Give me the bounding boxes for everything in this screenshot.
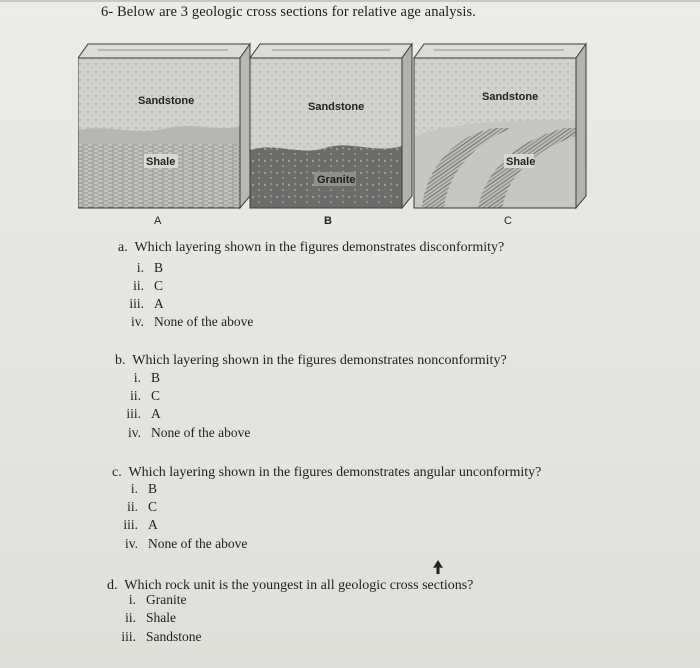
figure-c-shale-label: Shale xyxy=(506,156,536,168)
question-a-text: Which layering shown in the figures demonstrates disconformity? xyxy=(134,240,505,255)
option-text: C xyxy=(151,388,161,403)
figure-b-granite-label: Granite xyxy=(317,174,356,186)
question-b-option-4[interactable] xyxy=(105,425,250,441)
question-a-option-4[interactable] xyxy=(108,314,253,330)
option-number: iii. xyxy=(123,517,138,532)
option-text: B xyxy=(148,481,158,496)
question-d-option-1[interactable] xyxy=(100,592,186,608)
question-d-text: Which rock unit is the youngest in all geologic cross sections? xyxy=(124,578,474,593)
question-c-option-4[interactable] xyxy=(102,536,247,552)
figure-c-sandstone-label: Sandstone xyxy=(482,91,539,103)
page-top-edge xyxy=(0,0,700,2)
option-number: i. xyxy=(128,592,136,607)
option-text: Shale xyxy=(146,610,176,625)
option-text: None of the above xyxy=(151,425,251,440)
option-text: B xyxy=(154,260,164,275)
option-number: iii. xyxy=(121,629,136,644)
cross-sections-figure xyxy=(78,38,590,230)
figure-a-sandstone-label: Sandstone xyxy=(138,95,195,107)
option-number: iii. xyxy=(126,406,141,421)
question-b-text: Which layering shown in the figures demonstrates nonconformity? xyxy=(132,353,507,368)
question-b-option-2[interactable] xyxy=(105,388,160,404)
option-text: Granite xyxy=(146,592,187,607)
question-b-option-1[interactable] xyxy=(105,370,160,386)
option-number: i. xyxy=(136,260,144,275)
question-heading: 6- Below are 3 geologic cross sections for relative age analysis. xyxy=(101,4,476,20)
option-number: iv. xyxy=(128,425,141,440)
option-number: ii. xyxy=(130,388,141,403)
option-number: iv. xyxy=(131,314,144,329)
option-number: iv. xyxy=(125,536,138,551)
figure-c-caption: C xyxy=(504,215,512,227)
option-text: Sandstone xyxy=(146,629,202,644)
option-number: ii. xyxy=(127,499,138,514)
option-number: i. xyxy=(130,481,138,496)
option-number: ii. xyxy=(133,278,144,293)
question-d-letter: d. xyxy=(107,578,118,593)
option-text: None of the above xyxy=(148,536,248,551)
option-text: C xyxy=(154,278,164,293)
option-number: ii. xyxy=(125,610,136,625)
question-a-option-1[interactable] xyxy=(108,260,163,276)
question-b-letter: b. xyxy=(115,353,126,368)
question-a xyxy=(118,240,504,256)
option-text: A xyxy=(151,406,161,421)
question-c-option-3[interactable] xyxy=(102,517,158,533)
option-number: iii. xyxy=(129,296,144,311)
figure-a-shale-label: Shale xyxy=(146,156,176,168)
question-c-text: Which layering shown in the figures demonstrates angular unconformity? xyxy=(128,465,542,480)
figure-a-caption: A xyxy=(154,215,162,227)
option-text: A xyxy=(154,296,164,311)
option-text: B xyxy=(151,370,161,385)
question-a-letter: a. xyxy=(118,240,128,255)
question-c-option-1[interactable] xyxy=(102,481,157,497)
option-text: A xyxy=(148,517,158,532)
option-text: None of the above xyxy=(154,314,254,329)
mouse-pointer-icon xyxy=(432,560,444,576)
option-text: C xyxy=(148,499,158,514)
question-c-letter: c. xyxy=(112,465,122,480)
question-d-option-2[interactable] xyxy=(100,610,176,626)
figure-b xyxy=(250,44,412,227)
figure-b-caption: B xyxy=(324,215,332,227)
option-number: i. xyxy=(133,370,141,385)
figure-b-sandstone-label: Sandstone xyxy=(308,101,365,113)
question-b-option-3[interactable] xyxy=(105,406,161,422)
question-b xyxy=(115,353,507,369)
question-c-option-2[interactable] xyxy=(102,499,157,515)
figure-a xyxy=(78,44,250,227)
question-a-option-2[interactable] xyxy=(108,278,163,294)
figure-c xyxy=(414,44,586,227)
question-d-option-3[interactable] xyxy=(100,629,202,645)
question-c xyxy=(112,465,541,481)
question-a-option-3[interactable] xyxy=(108,296,164,312)
